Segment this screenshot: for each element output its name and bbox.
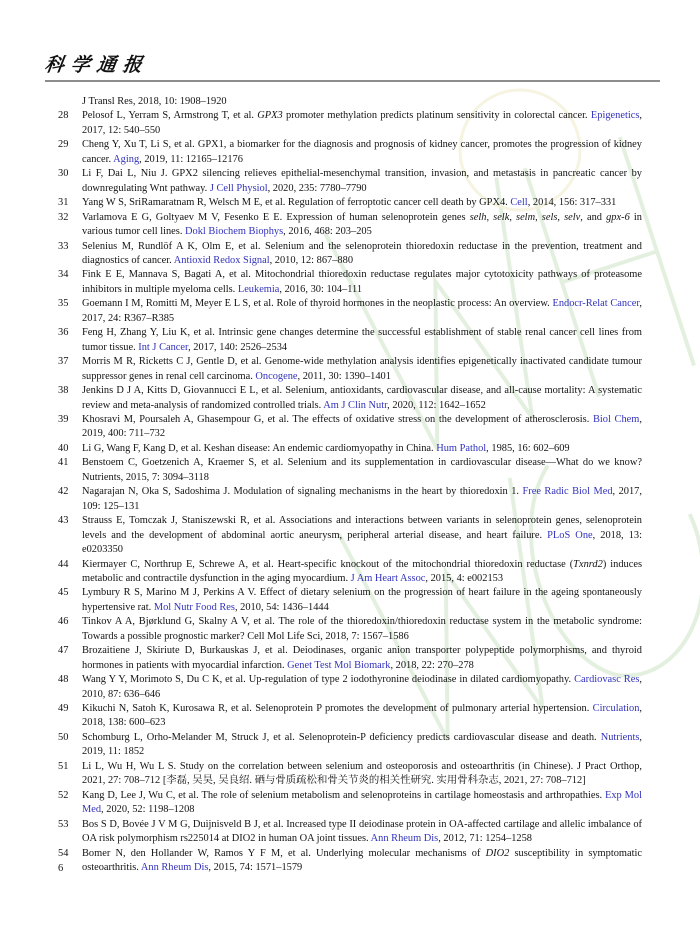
journal-link[interactable]: Free Radic Biol Med xyxy=(522,486,613,498)
reference-text-segment: Bos S D, Bovée J V M G, Duijnisveld B J, et al. Increased type II deiodinase protein in OA-affected cartilage and allelic imbalance of OA risk polymorphism rs225014 at DIO2 in human OA joint tissues. xyxy=(82,818,642,845)
reference-text-segment: , 2019, 11: 12165–12176 xyxy=(139,153,243,165)
journal-link[interactable]: Aging xyxy=(113,153,140,165)
reference-item xyxy=(58,673,642,702)
reference-item xyxy=(58,789,642,818)
reference-text-segment: , xyxy=(557,211,565,223)
reference-text xyxy=(82,586,642,615)
reference-item xyxy=(58,196,642,210)
header-rule xyxy=(45,80,660,82)
reference-text-segment: Morris M R, Ricketts C J, Gentle D, et al. Genome-wide methylation analysis identifies epigenetically inactivated candidate tumour suppressor genes in renal cell carcinoma. xyxy=(82,356,642,382)
reference-text-segment: , and xyxy=(580,211,607,223)
journal-link[interactable]: Genet Test Mol Biomark xyxy=(287,659,391,671)
reference-text-segment: Khosravi M, Poursaleh A, Ghasempour G, et al. The effects of oxidative stress on the development of atherosclerosis. xyxy=(82,413,593,425)
reference-text xyxy=(82,138,642,167)
reference-text-segment: J Transl Res, 2018, 10: 1908–1920 xyxy=(82,96,227,107)
reference-text-segment: ) induces metabolic and contractile dysfunction in the aging myocardium. xyxy=(82,558,642,584)
reference-text-segment: , 2012, 71: 1254–1258 xyxy=(438,833,532,845)
reference-text-segment: , 2010, 87: 636–646 xyxy=(82,674,642,700)
reference-text-segment: Fink E E, Mannava S, Bagati A, et al. Mitochondrial thioredoxin reductase regulates major cytotoxicity pathways of proteasome inhibitors in multiple myeloma cells. xyxy=(82,269,642,295)
reference-number: 52 xyxy=(58,789,69,801)
italic-term: selh xyxy=(469,211,487,223)
reference-number: 37 xyxy=(58,356,69,368)
reference-text xyxy=(82,95,642,109)
reference-text xyxy=(82,456,642,485)
reference-item xyxy=(58,384,642,413)
reference-text-segment: Li F, Dai L, Niu J. GPX2 silencing relieves epithelial-mesenchymal transition, invasion, and metastasis in pancreatic cancer by downregulating Wnt pathway. xyxy=(82,168,642,194)
reference-text-segment: , 2010, 12: 867–880 xyxy=(269,254,354,266)
reference-item xyxy=(58,297,642,326)
reference-text xyxy=(82,442,642,456)
reference-text xyxy=(82,109,642,138)
reference-text-segment: Kiermayer C, Northrup E, Schrewe A, et al. Heart-specific knockout of the mitochondrial thioredoxin reductase ( xyxy=(82,558,574,570)
reference-text xyxy=(82,297,642,326)
reference-item xyxy=(58,456,642,485)
reference-item xyxy=(58,615,642,644)
reference-item xyxy=(58,702,642,731)
reference-text-segment: , xyxy=(535,211,542,223)
journal-link[interactable]: Cell xyxy=(510,197,528,209)
reference-text xyxy=(82,240,642,269)
journal-logo: 科学通报 xyxy=(43,55,151,76)
reference-item xyxy=(58,485,642,514)
reference-text-segment: Schomburg L, Orho-Melander M, Struck J, et al. Selenoprotein-P deficiency predicts cardiovascular disease and death. xyxy=(82,731,601,743)
reference-text xyxy=(82,167,642,196)
reference-number: 54 xyxy=(58,847,69,859)
italic-term: GPX3 xyxy=(257,110,283,122)
journal-link[interactable]: Am J Clin Nutr xyxy=(323,399,388,411)
italic-term: Txnrd2 xyxy=(573,558,603,570)
reference-item xyxy=(58,644,642,673)
reference-item xyxy=(58,109,642,138)
italic-term: DIO2 xyxy=(485,847,510,859)
italic-term: sels xyxy=(541,211,558,223)
reference-text xyxy=(82,558,642,587)
reference-number: 46 xyxy=(58,616,69,628)
reference-item xyxy=(58,760,642,789)
page-header xyxy=(45,50,660,82)
journal-link[interactable]: Antioxid Redox Signal xyxy=(173,254,270,266)
reference-item xyxy=(58,514,642,557)
journal-link[interactable]: Leukemia xyxy=(237,283,280,295)
reference-item xyxy=(58,138,642,167)
reference-text-segment: susceptibility in symptomatic osteoarthritis. xyxy=(82,847,642,874)
reference-item xyxy=(58,558,642,587)
reference-text xyxy=(82,673,642,702)
reference-text-segment: Benstoem C, Goetzenich A, Kraemer S, et al. Selenium and its supplementation in cardiovascular disease—What do we know? Nutrients, 2015, 7: 3094–3118 xyxy=(82,457,642,483)
reference-text-segment: Goemann I M, Romitti M, Meyer E L S, et al. Role of thyroid hormones in the neoplastic process: An overview. xyxy=(82,298,553,310)
reference-number: 32 xyxy=(58,211,69,223)
reference-text-segment: , 2018, 13: e0203350 xyxy=(82,529,642,556)
reference-text-segment: in various tumor cell lines. xyxy=(82,211,642,238)
reference-number: 47 xyxy=(58,645,69,657)
journal-link[interactable]: Ann Rheum Dis xyxy=(140,862,209,874)
reference-text-segment: , 2016, 468: 203–205 xyxy=(283,226,372,238)
reference-text xyxy=(82,789,642,818)
reference-text-segment: , 2018, 22: 270–278 xyxy=(390,659,474,671)
reference-item xyxy=(58,211,642,240)
reference-number: 33 xyxy=(58,240,69,252)
reference-number: 48 xyxy=(58,674,69,686)
reference-text xyxy=(82,731,642,760)
reference-text xyxy=(82,384,642,413)
journal-link[interactable]: PLoS One xyxy=(547,529,593,541)
reference-text-segment: Pelosof L, Yerram S, Armstrong T, et al. xyxy=(82,110,258,122)
reference-number: 50 xyxy=(58,731,69,743)
reference-text xyxy=(82,615,642,644)
reference-text-segment: , xyxy=(509,211,517,223)
reference-text-segment: Li G, Wang F, Kang D, et al. Keshan disease: An endemic cardiomyopathy in China. xyxy=(82,442,437,454)
reference-item xyxy=(58,326,642,355)
reference-text-segment: Wang Y Y, Morimoto S, Du C K, et al. Up-regulation of type 2 iodothyronine deiodinase in dilated cardiomyopathy. xyxy=(82,674,575,686)
journal-link[interactable]: Epigenetics xyxy=(590,110,640,122)
reference-text-segment: Li L, Wu H, Wu L S. Study on the correlation between selenium and osteoporosis and osteoarthritis (in Chinese). J Pract Orthop, 2021, 27: 708–712 [李磊, 吴昊, 吴良绍. 硒与骨质疏松和骨关节炎的相关性研究. 实用骨科杂志, 2021, 27: 708–712] xyxy=(82,760,642,787)
reference-text-segment: , 2020, 52: 1198–1208 xyxy=(101,804,195,816)
reference-item xyxy=(58,167,642,196)
reference-item xyxy=(58,240,642,269)
reference-number: 43 xyxy=(58,515,69,527)
reference-text-segment: , 2016, 30: 104–111 xyxy=(279,283,363,295)
italic-term: selk xyxy=(493,211,510,223)
reference-text-segment: , xyxy=(486,211,494,223)
reference-item xyxy=(58,413,642,442)
reference-number: 35 xyxy=(58,298,69,310)
reference-item xyxy=(58,586,642,615)
reference-text-segment: , 2014, 156: 317–331 xyxy=(527,197,617,209)
italic-term: selm xyxy=(516,211,536,223)
reference-text-segment: , 2019, 11: 1852 xyxy=(82,731,642,758)
journal-link[interactable]: Biol Chem xyxy=(592,413,640,425)
journal-link[interactable]: Ann Rheum Dis xyxy=(370,833,439,845)
journal-link[interactable]: Int J Cancer xyxy=(138,341,189,353)
journal-link[interactable]: Dokl Biochem Biophys xyxy=(185,226,284,238)
journal-link[interactable]: Exp Mol Med xyxy=(82,789,642,816)
reference-item xyxy=(58,847,642,876)
reference-text-segment: , 2018, 138: 600–623 xyxy=(82,703,642,729)
journal-link[interactable]: J Am Heart Assoc xyxy=(350,572,426,584)
journal-link[interactable]: Cardiovasc Res xyxy=(574,674,640,686)
reference-text xyxy=(82,485,642,514)
reference-text xyxy=(82,326,642,355)
reference-number: 42 xyxy=(58,486,69,498)
reference-text xyxy=(82,211,642,240)
reference-text-segment: , 2020, 235: 7780–7790 xyxy=(267,182,367,194)
reference-text-segment: , 2015, 74: 1571–1579 xyxy=(208,862,303,874)
reference-item xyxy=(58,731,642,760)
reference-number: 51 xyxy=(58,760,69,772)
reference-number: 36 xyxy=(58,327,69,339)
reference-number: 53 xyxy=(58,818,69,830)
reference-text-segment: Nagarajan N, Oka S, Sadoshima J. Modulation of signaling mechanisms in the heart by thioredoxin 1. xyxy=(82,486,523,498)
reference-number xyxy=(58,95,82,109)
page-number: 6 xyxy=(58,863,64,874)
journal-link[interactable]: J Cell Physiol xyxy=(209,182,268,194)
reference-number: 29 xyxy=(58,139,69,151)
references-list xyxy=(58,95,642,875)
reference-text xyxy=(82,196,642,210)
reference-text-segment: Cheng Y, Xu T, Li S, et al. GPX1, a biomarker for the diagnosis and prognosis of kidney cancer, promotes the progression of kidney cancer. xyxy=(82,139,642,165)
reference-number: 34 xyxy=(58,269,69,281)
reference-number: 45 xyxy=(58,587,69,599)
reference-number: 49 xyxy=(58,703,69,715)
reference-text-segment: Strauss E, Tomczak J, Staniszewski R, et al. Associations and interactions between variants in selenoprotein genes, selenoprotein levels and the development of abdominal aortic aneurysm, peripheral arterial disease, and heart failure. xyxy=(82,515,642,541)
reference-item xyxy=(58,355,642,384)
reference-text-segment: , 2017, 12: 540–550 xyxy=(82,110,643,136)
reference-text-segment: , 2017, 24: R367–R385 xyxy=(82,298,642,324)
reference-item xyxy=(58,442,642,456)
reference-text xyxy=(82,702,642,731)
reference-number: 31 xyxy=(58,197,69,209)
reference-text xyxy=(82,514,642,557)
reference-number: 44 xyxy=(58,558,69,570)
italic-term: selv xyxy=(564,211,581,223)
italic-term: gpx-6 xyxy=(606,211,630,223)
reference-text-segment: Tinkov A A, Bjørklund G, Skalny A V, et al. The role of the thioredoxin/thioredoxin reductase system in the metabolic syndrome: Towards a possible prognostic marker? Cell Mol Life Sci, 2018, 7: 1567–1586 xyxy=(82,616,642,642)
reference-item xyxy=(58,95,642,109)
reference-text-segment: , 2020, 112: 1642–1652 xyxy=(387,399,486,411)
reference-number: 30 xyxy=(58,168,69,180)
reference-text-segment: Lymbury R S, Marino M J, Perkins A V. Effect of dietary selenium on the progression of heart failure in the ageing spontaneously hypertensive rat. xyxy=(82,587,642,613)
reference-text-segment: , 2019, 400: 711–732 xyxy=(82,413,642,440)
reference-text xyxy=(82,847,642,876)
reference-text xyxy=(82,413,642,442)
reference-number: 39 xyxy=(58,413,69,425)
reference-text-segment: Selenius M, Rundlöf A K, Olm E, et al. Selenium and the selenoprotein thioredoxin reductase in the prevention, treatment and diagnostics of cancer. xyxy=(82,240,642,266)
reference-text-segment: Kikuchi N, Satoh K, Kurosawa R, et al. Selenoprotein P promotes the development of pulmonary arterial hypertension. xyxy=(82,703,593,715)
journal-link[interactable]: Mol Nutr Food Res xyxy=(153,601,235,613)
reference-text-segment: , 2017, 140: 2526–2534 xyxy=(188,341,288,353)
reference-text-segment: , 2015, 4: e002153 xyxy=(425,572,504,584)
journal-link[interactable]: Nutrients xyxy=(600,731,640,743)
reference-text-segment: Brozaitiene J, Skiriute D, Burkauskas J, et al. Deiodinases, organic anion transporter polypeptide polymorphisms, and thyroid hormones in patients with myocardial infarction. xyxy=(82,645,642,671)
reference-text xyxy=(82,760,642,789)
journal-link[interactable]: Circulation xyxy=(592,703,640,715)
journal-link[interactable]: Hum Pathol xyxy=(436,442,487,454)
reference-text-segment: Varlamova E G, Goltyaev M V, Fesenko E E. Expression of human selenoprotein genes xyxy=(82,211,470,223)
reference-number: 28 xyxy=(58,110,69,122)
reference-text-segment: Bomer N, den Hollander W, Ramos Y F M, et al. Underlying molecular mechanisms of xyxy=(82,847,486,859)
reference-number: 40 xyxy=(58,442,69,454)
reference-text-segment: , 2011, 30: 1390–1401 xyxy=(297,370,391,382)
reference-text xyxy=(82,268,642,297)
reference-text xyxy=(82,818,642,847)
reference-number: 41 xyxy=(58,457,69,469)
reference-item xyxy=(58,818,642,847)
reference-text-segment: , 1985, 16: 602–609 xyxy=(486,442,570,454)
journal-link[interactable]: Oncogene xyxy=(255,370,298,382)
reference-number: 38 xyxy=(58,385,69,397)
reference-text-segment: promoter methylation predicts platinum sensitivity in colorectal cancer. xyxy=(282,110,591,122)
reference-text-segment: Jenkins D J A, Kitts D, Giovannucci E L, et al. Selenium, antioxidants, cardiovascular disease, and all-cause mortality: A systematic review and meta-analysis of randomized controlled trials. xyxy=(82,385,642,411)
reference-item xyxy=(58,268,642,297)
reference-text-segment: Feng H, Zhang Y, Liu K, et al. Intrinsic gene changes determine the successful establishment of stable renal cancer cell lines from tumor tissue. xyxy=(82,327,642,353)
reference-text-segment: , 2017, 109: 125–131 xyxy=(82,486,642,512)
reference-text-segment: Yang W S, SriRamaratnam R, Welsch M E, et al. Regulation of ferroptotic cancer cell death by GPX4. xyxy=(82,197,511,209)
reference-text xyxy=(82,644,642,673)
reference-text-segment: , 2010, 54: 1436–1444 xyxy=(234,601,329,613)
journal-link[interactable]: Endocr-Relat Cancer xyxy=(552,298,640,310)
reference-text-segment: Kang D, Lee J, Wu C, et al. The role of selenium metabolism and selenoproteins in cartilage homeostasis and arthropathies. xyxy=(82,789,606,801)
reference-text xyxy=(82,355,642,384)
